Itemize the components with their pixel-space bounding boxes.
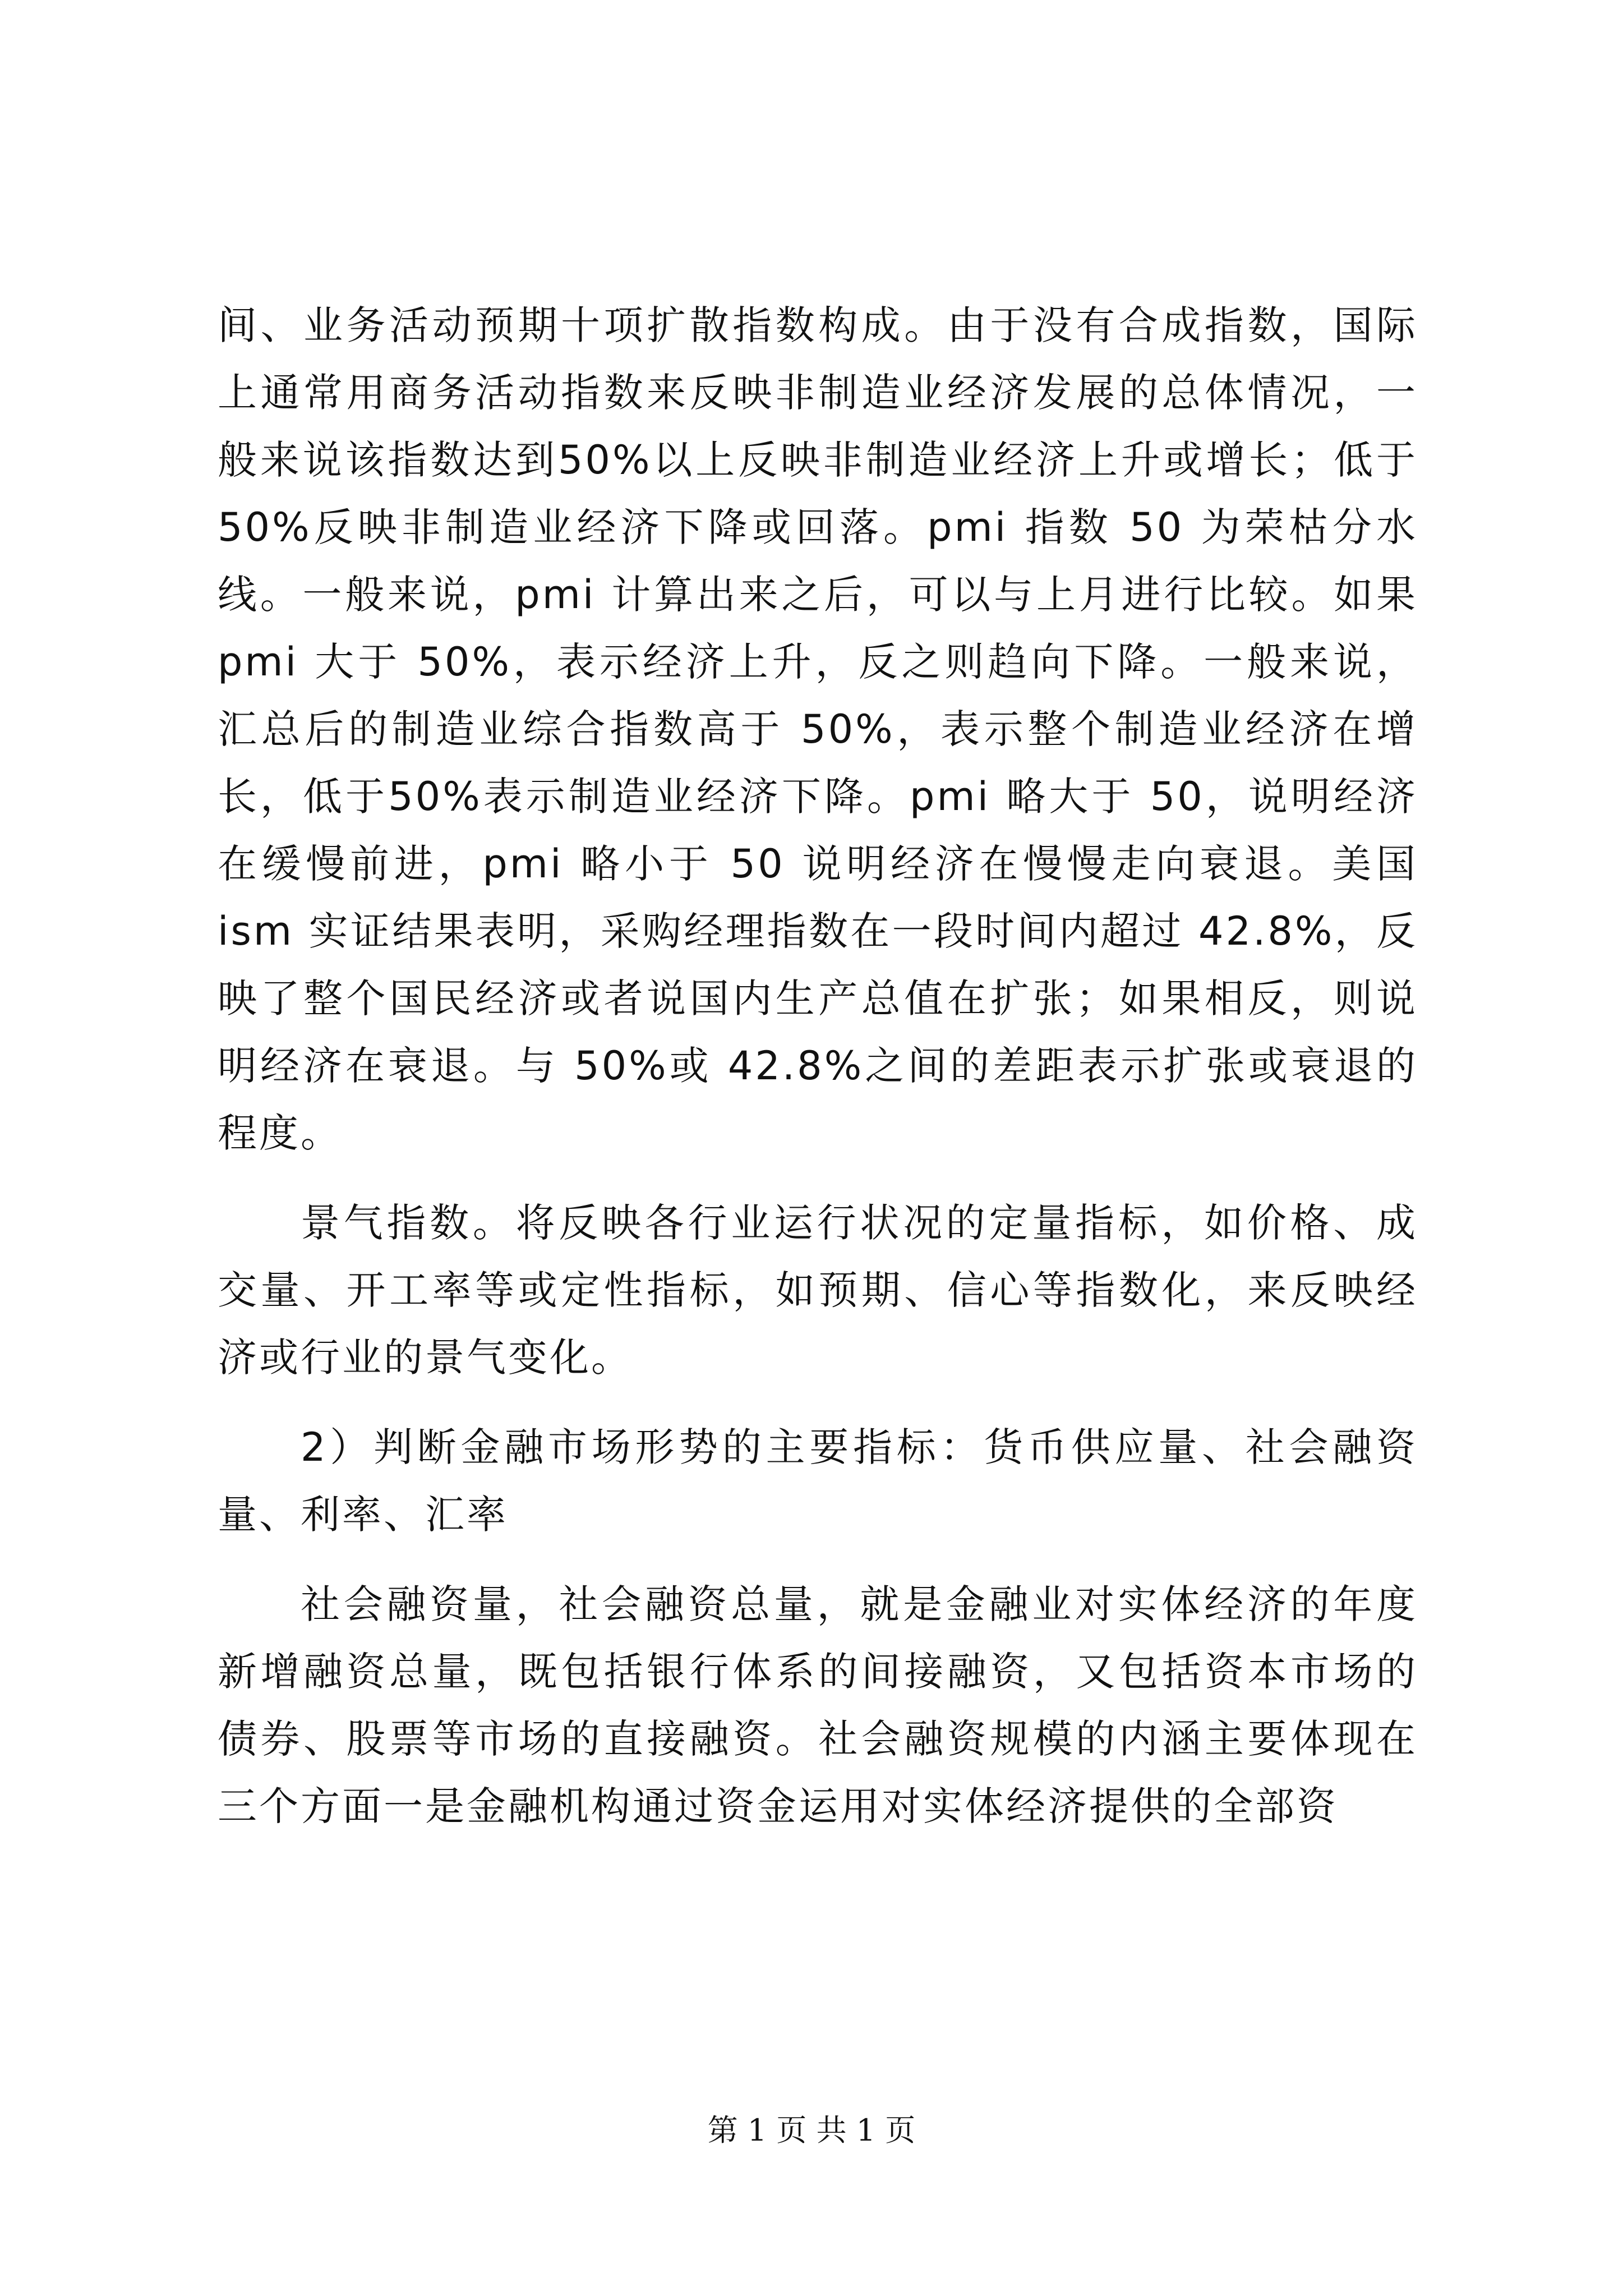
paragraph-business-climate-index: 景气指数。将反映各行业运行状况的定量指标，如价格、成交量、开工率等或定性指标，如预期、信心等指数化，来反映经济或行业的景气变化。 xyxy=(218,1200,1418,1381)
paragraph-social-financing: 社会融资量，社会融资总量，就是金融业对实体经济的年度新增融资总量，既包括银行体系的间接融资，又包括资本市场的债券、股票等市场的直接融资。社会融资规模的内涵主要体现在三个方面一是金融机构通过资金运用对实体经济提供的全部资 xyxy=(218,1581,1418,1829)
paragraph-financial-market-indicators: 2）判断金融市场形势的主要指标：货币供应量、社会融资量、利率、汇率 xyxy=(218,1424,1418,1538)
paragraph-pmi-explanation: 间、业务活动预期十项扩散指数构成。由于没有合成指数，国际上通常用商务活动指数来反映非制造业经济发展的总体情况，一般来说该指数达到50%以上反映非制造业经济上升或增长；低于50%反映非制造业经济下降或回落。pmi 指数 50 为荣枯分水线。一般来说，pmi 计算出来之后，可以与上月进行比较。如果 pmi 大于 50%，表示经济上升，反之则趋向下降。一般来说，汇总后的制造业综合指数高于 50%，表示整个制造业经济在增长，低于50%表示制造业经济下降。pmi 略大于 50，说明经济在缓慢前进，pmi 略小于 50 说明经济在慢慢走向衰退。美国 ism 实证结果表明，采购经理指数在一段时间内超过 42.8%，反映了整个国民经济或者说国内生产总值在扩张；如果相反，则说明经济在衰退。与 50%或 42.8%之间的差距表示扩张或衰退的程度。 xyxy=(218,302,1418,1156)
page-footer: 第 1 页 共 1 页 xyxy=(707,2113,916,2148)
document-body xyxy=(218,292,1418,2053)
